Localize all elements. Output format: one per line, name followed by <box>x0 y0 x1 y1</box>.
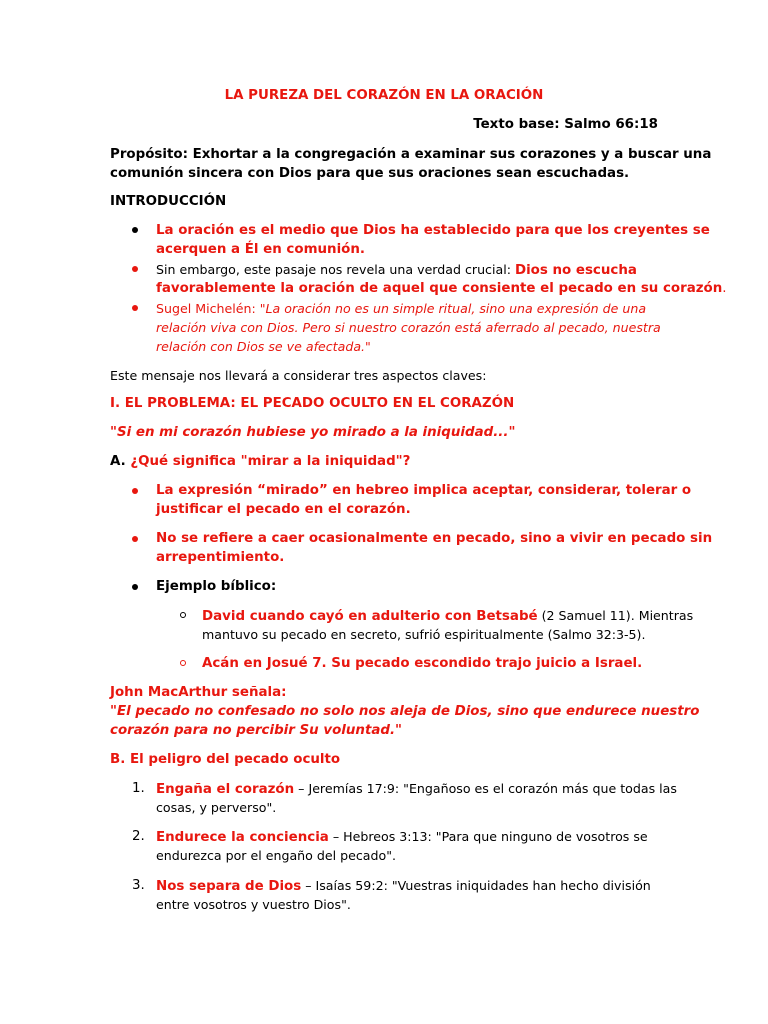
sub-bullet-icon <box>180 612 186 618</box>
list-item-1-line-1 <box>156 779 677 799</box>
purpose-line-2: comunión sincera con Dios para que sus oraciones sean escuchadas. <box>110 166 630 181</box>
sub-bullet-icon <box>180 660 186 666</box>
quote-author-michelen: Sugel Michelén: <box>156 301 260 316</box>
list-item <box>132 827 145 846</box>
intro-bullet-3-line-3: relación con Dios se ve afectada." <box>156 339 371 354</box>
list-item-2-title: Endurece la conciencia <box>156 830 329 845</box>
list-number: 2. <box>132 829 145 844</box>
a-bullet-2-line-1: No se refiere a caer ocasionalmente en pecado, sino a vivir en pecado sin <box>156 531 713 546</box>
macarthur-label: John MacArthur señala: <box>110 685 287 700</box>
list-item-3-line-1 <box>156 876 651 896</box>
michelen-quote-start: "La oración no es un simple ritual, sino una expresión de una <box>259 301 647 316</box>
intro-bullet-2-plain: Sin embargo, este pasaje nos revela una verdad crucial: <box>156 262 515 277</box>
list-item-3-text: – Isaías 59:2: "Vuestras iniquidades han hecho división <box>301 878 651 893</box>
list-number: 1. <box>132 781 145 796</box>
intro-bullet-1-line-2: acerquen a Él en comunión. <box>156 242 365 257</box>
bullet-icon <box>132 305 138 311</box>
list-number: 3. <box>132 878 145 893</box>
intro-bullet-2-line-1 <box>156 260 637 280</box>
intro-bullet-2-line-2 <box>156 279 727 298</box>
section-b-heading: B. El peligro del pecado oculto <box>110 752 341 767</box>
intro-bullet-3-line-2: relación viva con Dios. Pero si nuestro corazón está aferrado al pecado, nuestra <box>156 320 661 335</box>
a-bullet-2-line-2: arrepentimiento. <box>156 550 285 565</box>
bullet-icon <box>132 266 138 272</box>
section-a-question: ¿Qué significa "mirar a la iniquidad"? <box>130 454 411 469</box>
intro-bullet-2-emphasis: Dios no escucha <box>514 263 637 278</box>
list-item-1-title: Engaña el corazón <box>156 782 295 797</box>
list-item-2-line-1 <box>156 827 648 847</box>
bullet-icon <box>132 488 138 494</box>
example-1-line-1 <box>202 606 693 626</box>
intro-bullet-3-line-1 <box>156 299 646 318</box>
a-bullet-1-line-2: justificar el pecado en el corazón. <box>156 502 411 517</box>
base-text: Texto base: Salmo 66:18 <box>473 117 658 132</box>
section-1-heading: I. EL PROBLEMA: EL PECADO OCULTO EN EL CORAZÓN <box>110 396 515 411</box>
intro-heading: INTRODUCCIÓN <box>110 194 227 209</box>
a-bullet-1-line-1: La expresión “mirado” en hebreo implica aceptar, considerar, tolerar o <box>156 483 692 498</box>
list-item <box>132 876 145 895</box>
bullet-icon <box>132 536 138 542</box>
a-bullet-3: Ejemplo bíblico: <box>156 579 277 594</box>
list-item-2-line-2: endurezca por el engaño del pecado". <box>156 848 396 863</box>
list-item-3-title: Nos separa de Dios <box>156 879 302 894</box>
purpose-line-1: Propósito: Exhortar a la congregación a examinar sus corazones y a buscar una <box>110 147 712 162</box>
bullet-icon <box>132 584 138 590</box>
document-title: LA PUREZA DEL CORAZÓN EN LA ORACIÓN <box>224 88 544 103</box>
section-a-heading <box>110 452 410 471</box>
section-a-letter: A. <box>110 454 131 469</box>
example-2: Acán en Josué 7. Su pecado escondido trajo juicio a Israel. <box>202 656 643 671</box>
macarthur-quote-line-1: "El pecado no confesado no solo nos aleja de Dios, sino que endurece nuestro <box>110 704 700 719</box>
transition-text: Este mensaje nos llevará a considerar tres aspectos claves: <box>110 368 487 383</box>
list-item-3-line-2: entre vosotros y vuestro Dios". <box>156 897 351 912</box>
bullet-icon <box>132 227 138 233</box>
example-1-ref: (2 Samuel 11). Mientras <box>537 608 694 623</box>
list-item-1-line-2: cosas, y perverso". <box>156 800 277 815</box>
example-1-line-2: mantuvo su pecado en secreto, sufrió espiritualmente (Salmo 32:3-5). <box>202 627 646 642</box>
intro-bullet-1-line-1: La oración es el medio que Dios ha establecido para que los creyentes se <box>156 223 710 238</box>
list-item-2-text: – Hebreos 3:13: "Para que ninguno de vosotros se <box>328 829 648 844</box>
section-1-quote: "Si en mi corazón hubiese yo mirado a la iniquidad..." <box>110 425 516 440</box>
example-1-title: David cuando cayó en adulterio con Betsabé <box>202 609 538 624</box>
intro-bullet-2-period: . <box>722 281 727 296</box>
list-item-1-text: – Jeremías 17:9: "Engañoso es el corazón más que todas las <box>294 781 677 796</box>
list-item <box>132 779 145 798</box>
macarthur-quote-line-2: corazón para no percibir Su voluntad." <box>110 723 403 738</box>
intro-bullet-2-emphasis-cont: favorablemente la oración de aquel que consiente el pecado en su corazón <box>156 281 723 296</box>
